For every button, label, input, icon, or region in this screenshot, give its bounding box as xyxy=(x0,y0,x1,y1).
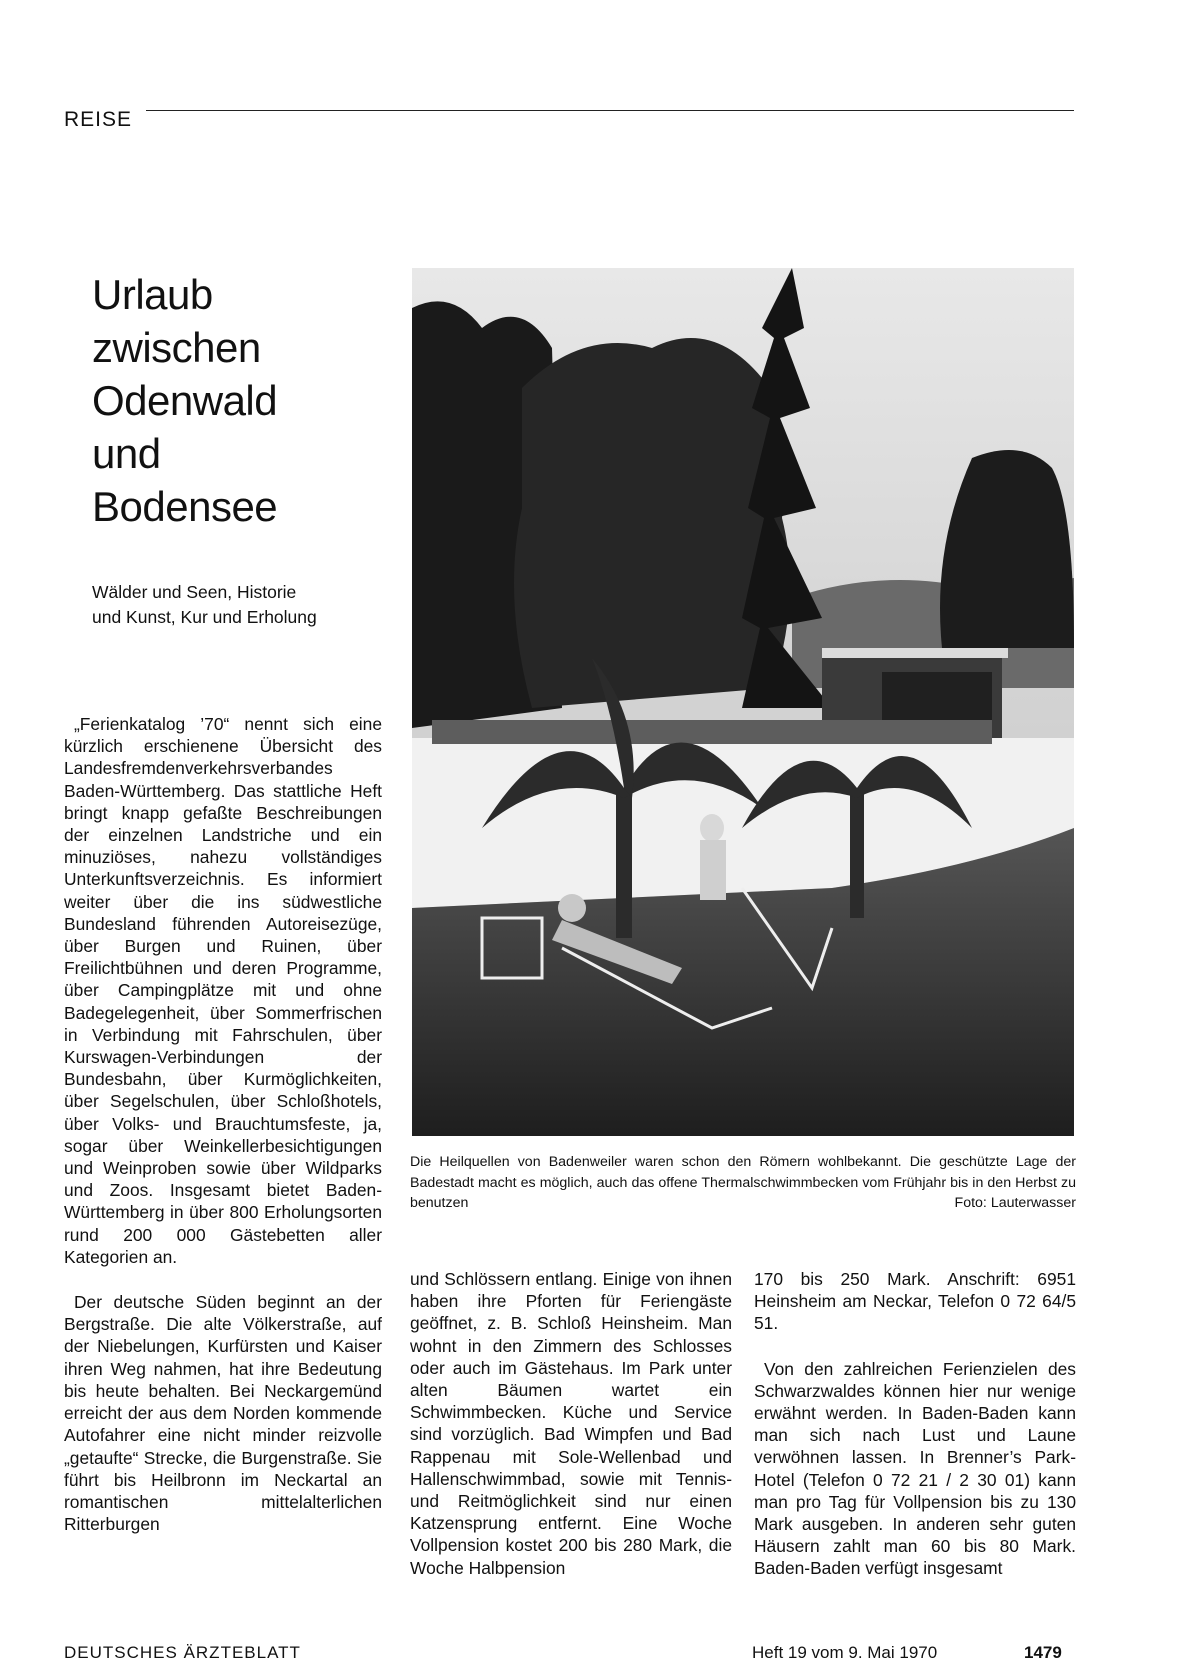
paragraph: 170 bis 250 Mark. Anschrift: 6951 Heinsheim am Neckar, Telefon 0 72 64/5 51. xyxy=(754,1269,1076,1334)
title-line: zwischen xyxy=(92,324,261,371)
subtitle-line: Wälder und Seen, Historie xyxy=(92,582,297,602)
section-label: REISE xyxy=(64,108,133,131)
paragraph: „Ferienkatalog ’70“ nennt sich eine kürzlich erschienene Übersicht des Landesfremdenverkehrsverbandes Baden-Württemberg. Das stattliche Heft bringt knapp gefaßte Beschreibungen der einzelnen Landstriche und ein minuziöses, nahezu vollständiges Unterkunftsverzeichnis. Es informiert weiter über die ins südwestliche Bundesland führenden Autoreisezüge, über Burgen und Ruinen, über Freilichtbühnen und deren Programme, über Campingplätze mit und ohne Badegelegenheit, über Sommerfrischen in Verbindung mit Fahrschulen, über Kurswagen-Verbindungen der Bundesbahn, über Kurmöglichkeiten, über Segelschulen, über Schloßhotels, über Volks- und Brauchtumsfeste, ja, sogar über Weinkellerbesichtigungen und Weinproben sowie über Wildparks und Zoos. Insgesamt bietet Baden-Württemberg in über 800 Erholungsorten rund 200 000 Gästebetten aller Kategorien an. xyxy=(64,714,382,1267)
caption-text: Die Heilquellen von Badenweiler waren schon den Römern wohlbekannt. Die geschützte Lage der Badestadt macht es möglich, auch das offene Thermalschwimmbecken vom Frühjahr bis in den Herbst zu benutzen xyxy=(410,1154,1076,1211)
photo-caption xyxy=(410,1152,1076,1214)
title-line: und xyxy=(92,430,161,477)
text-column-2 xyxy=(410,1268,732,1579)
article-subtitle xyxy=(92,580,317,630)
title-line: Bodensee xyxy=(92,483,278,530)
section-rule xyxy=(146,110,1074,111)
title-line: Urlaub xyxy=(92,271,213,318)
paragraph: und Schlössern entlang. Einige von ihnen haben ihre Pforten für Feriengäste geöffnet, z. B. Schloß Heinsheim. Man wohnt in den Zimmern des Schlosses oder auch im Gästehaus. Im Park unter alten Bäumen wartet ein Schwimmbecken. Küche und Service sind vorzüglich. Bad Wimpfen und Bad Rappenau mit Sole-Wellenbad und Hallenschwimmbad, sowie mit Tennis- und Reitmöglichkeit sind nur einen Katzensprung entfernt. Eine Woche Vollpension kostet 200 bis 280 Mark, die Woche Halbpension xyxy=(410,1269,732,1578)
page-number: 1479 xyxy=(1024,1643,1062,1662)
photo-credit: Foto: Lauterwasser xyxy=(954,1195,1076,1211)
subtitle-line: und Kunst, Kur und Erholung xyxy=(92,607,317,627)
paragraph: Der deutsche Süden beginnt an der Bergstraße. Die alte Völkerstraße, auf der Niebelungen, Kurfürsten und Kaiser ihren Weg nahmen, hat ihre Bedeutung bis heute behalten. Bei Neckargemünd erreicht der aus dem Norden kommende Autofahrer eine nicht minder reizvolle „getaufte“ Strecke, die Burgenstraße. Sie führt bis Heilbronn im Neckartal an romantischen mittelalterlichen Ritterburgen xyxy=(64,1292,382,1535)
pool-photo xyxy=(412,268,1074,1136)
article-title xyxy=(92,268,277,533)
text-column-3 xyxy=(754,1268,1076,1580)
text-column-1 xyxy=(64,713,382,1535)
title-line: Odenwald xyxy=(92,377,278,424)
publication-name: DEUTSCHES ÄRZTEBLATT xyxy=(64,1643,301,1662)
paragraph: Von den zahlreichen Ferienzielen des Schwarzwaldes können hier nur wenige erwähnt werden. In Baden-Baden kann man sich nach Lust und Laune verwöhnen lassen. In Brenner’s Park-Hotel (Telefon 0 72 21 / 2 30 01) kann man pro Tag für Vollpension bis zu 130 Mark ausgeben. In anderen sehr guten Häusern zahlt man 60 bis 80 Mark. Baden-Baden verfügt insgesamt xyxy=(754,1358,1076,1579)
issue-info: Heft 19 vom 9. Mai 1970 xyxy=(752,1643,938,1662)
